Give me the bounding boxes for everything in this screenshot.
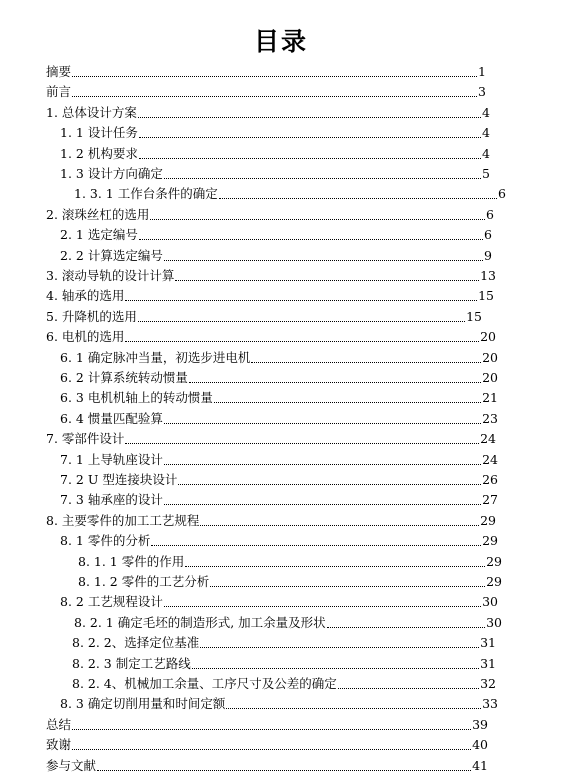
toc-entry-page-number: 31 [480, 635, 496, 651]
toc-entry-page-number: 13 [480, 268, 496, 283]
toc-entry-label: 7. 3 轴承座的设计 [60, 492, 163, 508]
toc-entry-page-number: 29 [486, 574, 502, 589]
toc-entry[interactable] [78, 570, 502, 590]
toc-entry-page-number: 29 [486, 553, 502, 569]
toc-entry[interactable] [46, 713, 488, 733]
dot-leader [185, 566, 485, 567]
dot-leader [210, 586, 485, 587]
toc-entry-label: 6. 2 计算系统转动惯量 [60, 370, 188, 385]
dot-leader [72, 76, 477, 77]
dot-leader [139, 158, 481, 159]
toc-entry-page-number: 29 [482, 533, 498, 549]
toc-entry-page-number: 20 [482, 349, 498, 365]
dot-leader [150, 219, 485, 220]
toc-entry[interactable] [72, 631, 496, 651]
toc-entry-page-number: 15 [466, 308, 482, 324]
dot-leader [200, 647, 479, 648]
toc-entry[interactable] [46, 427, 496, 447]
toc-entry-page-number: 20 [482, 370, 498, 385]
toc-entry-page-number: 21 [482, 390, 498, 406]
toc-entry[interactable] [60, 386, 498, 406]
toc-entry[interactable] [46, 101, 490, 121]
toc-entry[interactable] [60, 468, 498, 488]
toc-entry-label: 6. 3 电机机轴上的转动惯量 [60, 390, 213, 406]
dot-leader [138, 321, 465, 322]
toc-entry[interactable] [60, 692, 498, 712]
dot-leader [125, 341, 479, 342]
dot-leader [164, 178, 481, 179]
toc-entry[interactable] [60, 142, 490, 162]
toc-entry-label: 8. 3 确定切削用量和时间定额 [60, 696, 226, 712]
toc-entry-label: 1. 总体设计方案 [46, 104, 137, 120]
toc-entry[interactable] [46, 733, 488, 753]
toc-entry[interactable] [46, 80, 486, 100]
toc-entry-label: 6. 4 惯量匹配验算 [60, 410, 163, 426]
toc-entry-label: 7. 2 U 型连接块设计 [60, 472, 178, 487]
toc-entry-page-number: 32 [480, 676, 496, 691]
toc-entry-page-number: 23 [482, 410, 498, 426]
toc-entry-page-number: 30 [482, 594, 498, 610]
toc-entry-page-number: 4 [482, 104, 490, 120]
toc-entry-page-number: 6 [498, 186, 506, 202]
toc-entry-label: 1. 3 设计方向确定 [60, 166, 163, 181]
toc-entry-page-number: 15 [478, 288, 494, 304]
dot-leader [192, 668, 479, 669]
toc-entry[interactable] [74, 611, 502, 631]
toc-entry-label: 摘要 [46, 64, 72, 79]
dot-leader [151, 545, 481, 546]
toc-entry-page-number: 20 [480, 329, 496, 345]
toc-entry-page-number: 5 [482, 166, 490, 181]
toc-entry[interactable] [46, 509, 496, 529]
toc-entry[interactable] [46, 264, 496, 284]
dot-leader [125, 443, 479, 444]
toc-entry[interactable] [60, 346, 498, 366]
toc-entry[interactable] [60, 244, 492, 264]
toc-entry[interactable] [60, 162, 490, 182]
toc-entry-page-number: 41 [472, 757, 488, 773]
toc-entry[interactable] [60, 448, 498, 468]
toc-entry[interactable] [60, 407, 498, 427]
toc-entry-label: 参与文献 [46, 757, 97, 773]
dot-leader [164, 504, 481, 505]
toc-entry-label: 8. 2. 4、机械加工余量、工序尺寸及公差的确定 [72, 676, 337, 691]
dot-leader [226, 708, 481, 709]
toc-entry-label: 2. 1 选定编号 [60, 227, 138, 243]
dot-leader [72, 729, 471, 730]
toc-entry-label: 8. 2. 3 制定工艺路线 [72, 655, 191, 671]
dot-leader [164, 423, 481, 424]
dot-leader [214, 402, 481, 403]
toc-entry-page-number: 40 [472, 737, 488, 753]
toc-entry-page-number: 3 [478, 84, 486, 100]
dot-leader [338, 688, 479, 689]
toc-entry-label: 8. 1. 1 零件的作用 [78, 553, 185, 569]
toc-entry[interactable] [60, 223, 492, 243]
toc-entry-page-number: 6 [484, 227, 492, 243]
toc-entry-label: 7. 零部件设计 [46, 431, 125, 447]
toc-entry-label: 6. 电机的选用 [46, 329, 125, 345]
dot-leader [72, 749, 471, 750]
toc-entry[interactable] [78, 550, 502, 570]
toc-entry-page-number: 31 [480, 655, 496, 671]
dot-leader [164, 464, 481, 465]
dot-leader [125, 300, 477, 301]
toc-entry[interactable] [60, 488, 498, 508]
toc-entry-label: 8. 1 零件的分析 [60, 533, 151, 549]
toc-entry-label: 8. 2 工艺规程设计 [60, 594, 163, 610]
toc-entry-label: 1. 3. 1 工作台条件的确定 [74, 186, 218, 202]
dot-leader [189, 382, 481, 383]
toc-entry-label: 3. 滚动导轨的设计计算 [46, 268, 175, 283]
page-title: 目录 [253, 27, 308, 56]
toc-entry-label: 前言 [46, 84, 72, 100]
toc-entry[interactable] [72, 672, 496, 692]
dot-leader [178, 484, 481, 485]
toc-entry-label: 5. 升降机的选用 [46, 308, 137, 324]
toc-entry-page-number: 1 [478, 64, 486, 79]
toc-entry-label: 4. 轴承的选用 [46, 288, 125, 304]
dot-leader [327, 627, 485, 628]
dot-leader [219, 198, 497, 199]
toc-entry-page-number: 27 [482, 492, 498, 508]
toc-entry-label: 2. 2 计算选定编号 [60, 247, 163, 263]
toc-entry-page-number: 4 [482, 125, 490, 141]
toc-entry-label: 6. 1 确定脉冲当量，初选步进电机 [60, 349, 251, 365]
toc-entry-label: 总结 [46, 716, 72, 732]
toc-entry-page-number: 6 [486, 206, 494, 222]
toc-entry[interactable] [60, 529, 498, 549]
toc-entry-page-number: 9 [484, 247, 492, 263]
dot-leader [164, 260, 483, 261]
dot-leader [139, 239, 483, 240]
dot-leader [139, 137, 481, 138]
toc-entry-page-number: 29 [480, 512, 496, 528]
toc-entry-label: 2. 滚珠丝杠的选用 [46, 206, 150, 222]
toc-entry-label: 8. 2. 2、选择定位基准 [72, 635, 200, 651]
dot-leader [97, 770, 471, 771]
toc-entry[interactable] [72, 652, 496, 672]
toc-entry-page-number: 33 [482, 696, 498, 712]
toc-entry-page-number: 39 [472, 716, 488, 732]
toc-entry-label: 7. 1 上导轨座设计 [60, 451, 163, 467]
dot-leader [251, 362, 481, 363]
toc-entry-label: 致谢 [46, 737, 72, 753]
dot-leader [175, 280, 479, 281]
toc-entry-label: 8. 主要零件的加工工艺规程 [46, 512, 200, 528]
toc-entry[interactable] [46, 284, 494, 304]
toc-entry-label: 8. 1. 2 零件的工艺分析 [78, 574, 210, 589]
toc-entry[interactable] [46, 305, 482, 325]
dot-leader [138, 117, 481, 118]
toc-entry[interactable] [46, 754, 488, 774]
toc-entry[interactable] [74, 182, 506, 202]
toc-entry-page-number: 30 [486, 614, 502, 630]
toc-entry-page-number: 24 [482, 451, 498, 467]
toc-entry-page-number: 26 [482, 472, 498, 487]
toc-entry-label: 1. 1 设计任务 [60, 125, 138, 141]
toc-entry-label: 1. 2 机构要求 [60, 145, 138, 161]
toc-entry[interactable] [46, 325, 496, 345]
toc-entry[interactable] [60, 121, 490, 141]
toc-entry[interactable] [60, 590, 498, 610]
dot-leader [164, 606, 481, 607]
toc-entry-page-number: 24 [480, 431, 496, 447]
toc-entry[interactable] [46, 203, 494, 223]
toc-entry-label: 8. 2. 1 确定毛坯的制造形式, 加工余量及形状 [74, 614, 326, 630]
toc-entry[interactable] [46, 60, 486, 80]
dot-leader [72, 96, 477, 97]
toc-entry-page-number: 4 [482, 145, 490, 161]
dot-leader [200, 525, 479, 526]
toc-entry[interactable] [60, 366, 498, 386]
